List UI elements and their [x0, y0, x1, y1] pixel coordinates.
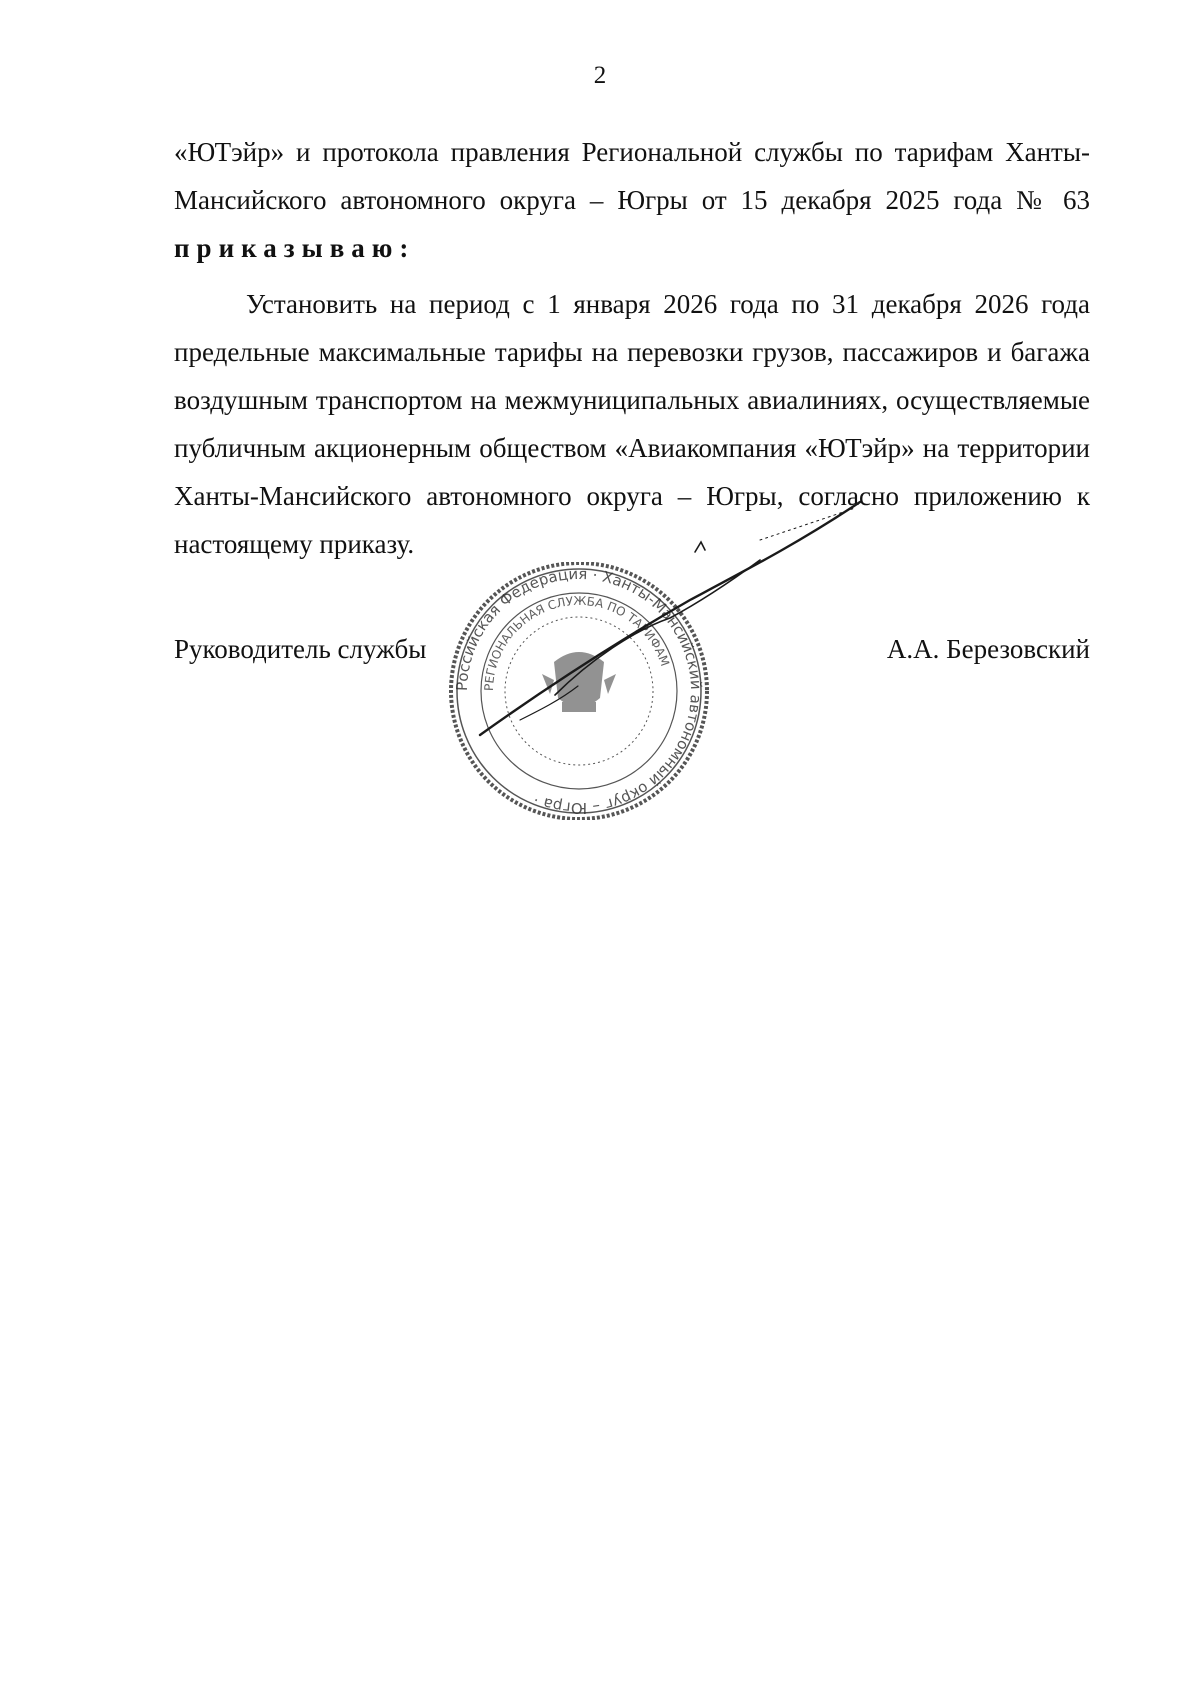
stamp-outer-text: Российская Федерация · Ханты-Мансийский автономный округ – Югра · — [452, 564, 706, 818]
command-word: приказываю: — [174, 233, 416, 263]
handwritten-signature — [460, 490, 900, 770]
intro-paragraph — [174, 128, 1090, 272]
signatory-name: А.А. Березовский — [886, 634, 1090, 664]
signatory-role: Руководитель службы — [174, 634, 427, 664]
stamp-inner-text: РЕГИОНАЛЬНАЯ СЛУЖБА ПО ТАРИФАМ — [481, 593, 673, 692]
page-number: 2 — [593, 62, 607, 89]
intro-paragraph-text: «ЮТэйр» и протокола правления Региональной службы по тарифам Ханты-Мансийского автономного округа – Югры от 15 декабря 2025 года № 63 — [174, 137, 1090, 215]
order-paragraph: Установить на период с 1 января 2026 года по 31 декабря 2026 года предельные максимальные тарифы на перевозки грузов, пассажиров и багажа воздушным транспортом на межмуниципальных авиалиниях, осуществляемые публичным акционерным обществом «Авиакомпания «ЮТэйр» на территории Ханты-Мансийского автономного округа – Югры, согласно приложению к настоящему приказу. — [174, 289, 1090, 559]
